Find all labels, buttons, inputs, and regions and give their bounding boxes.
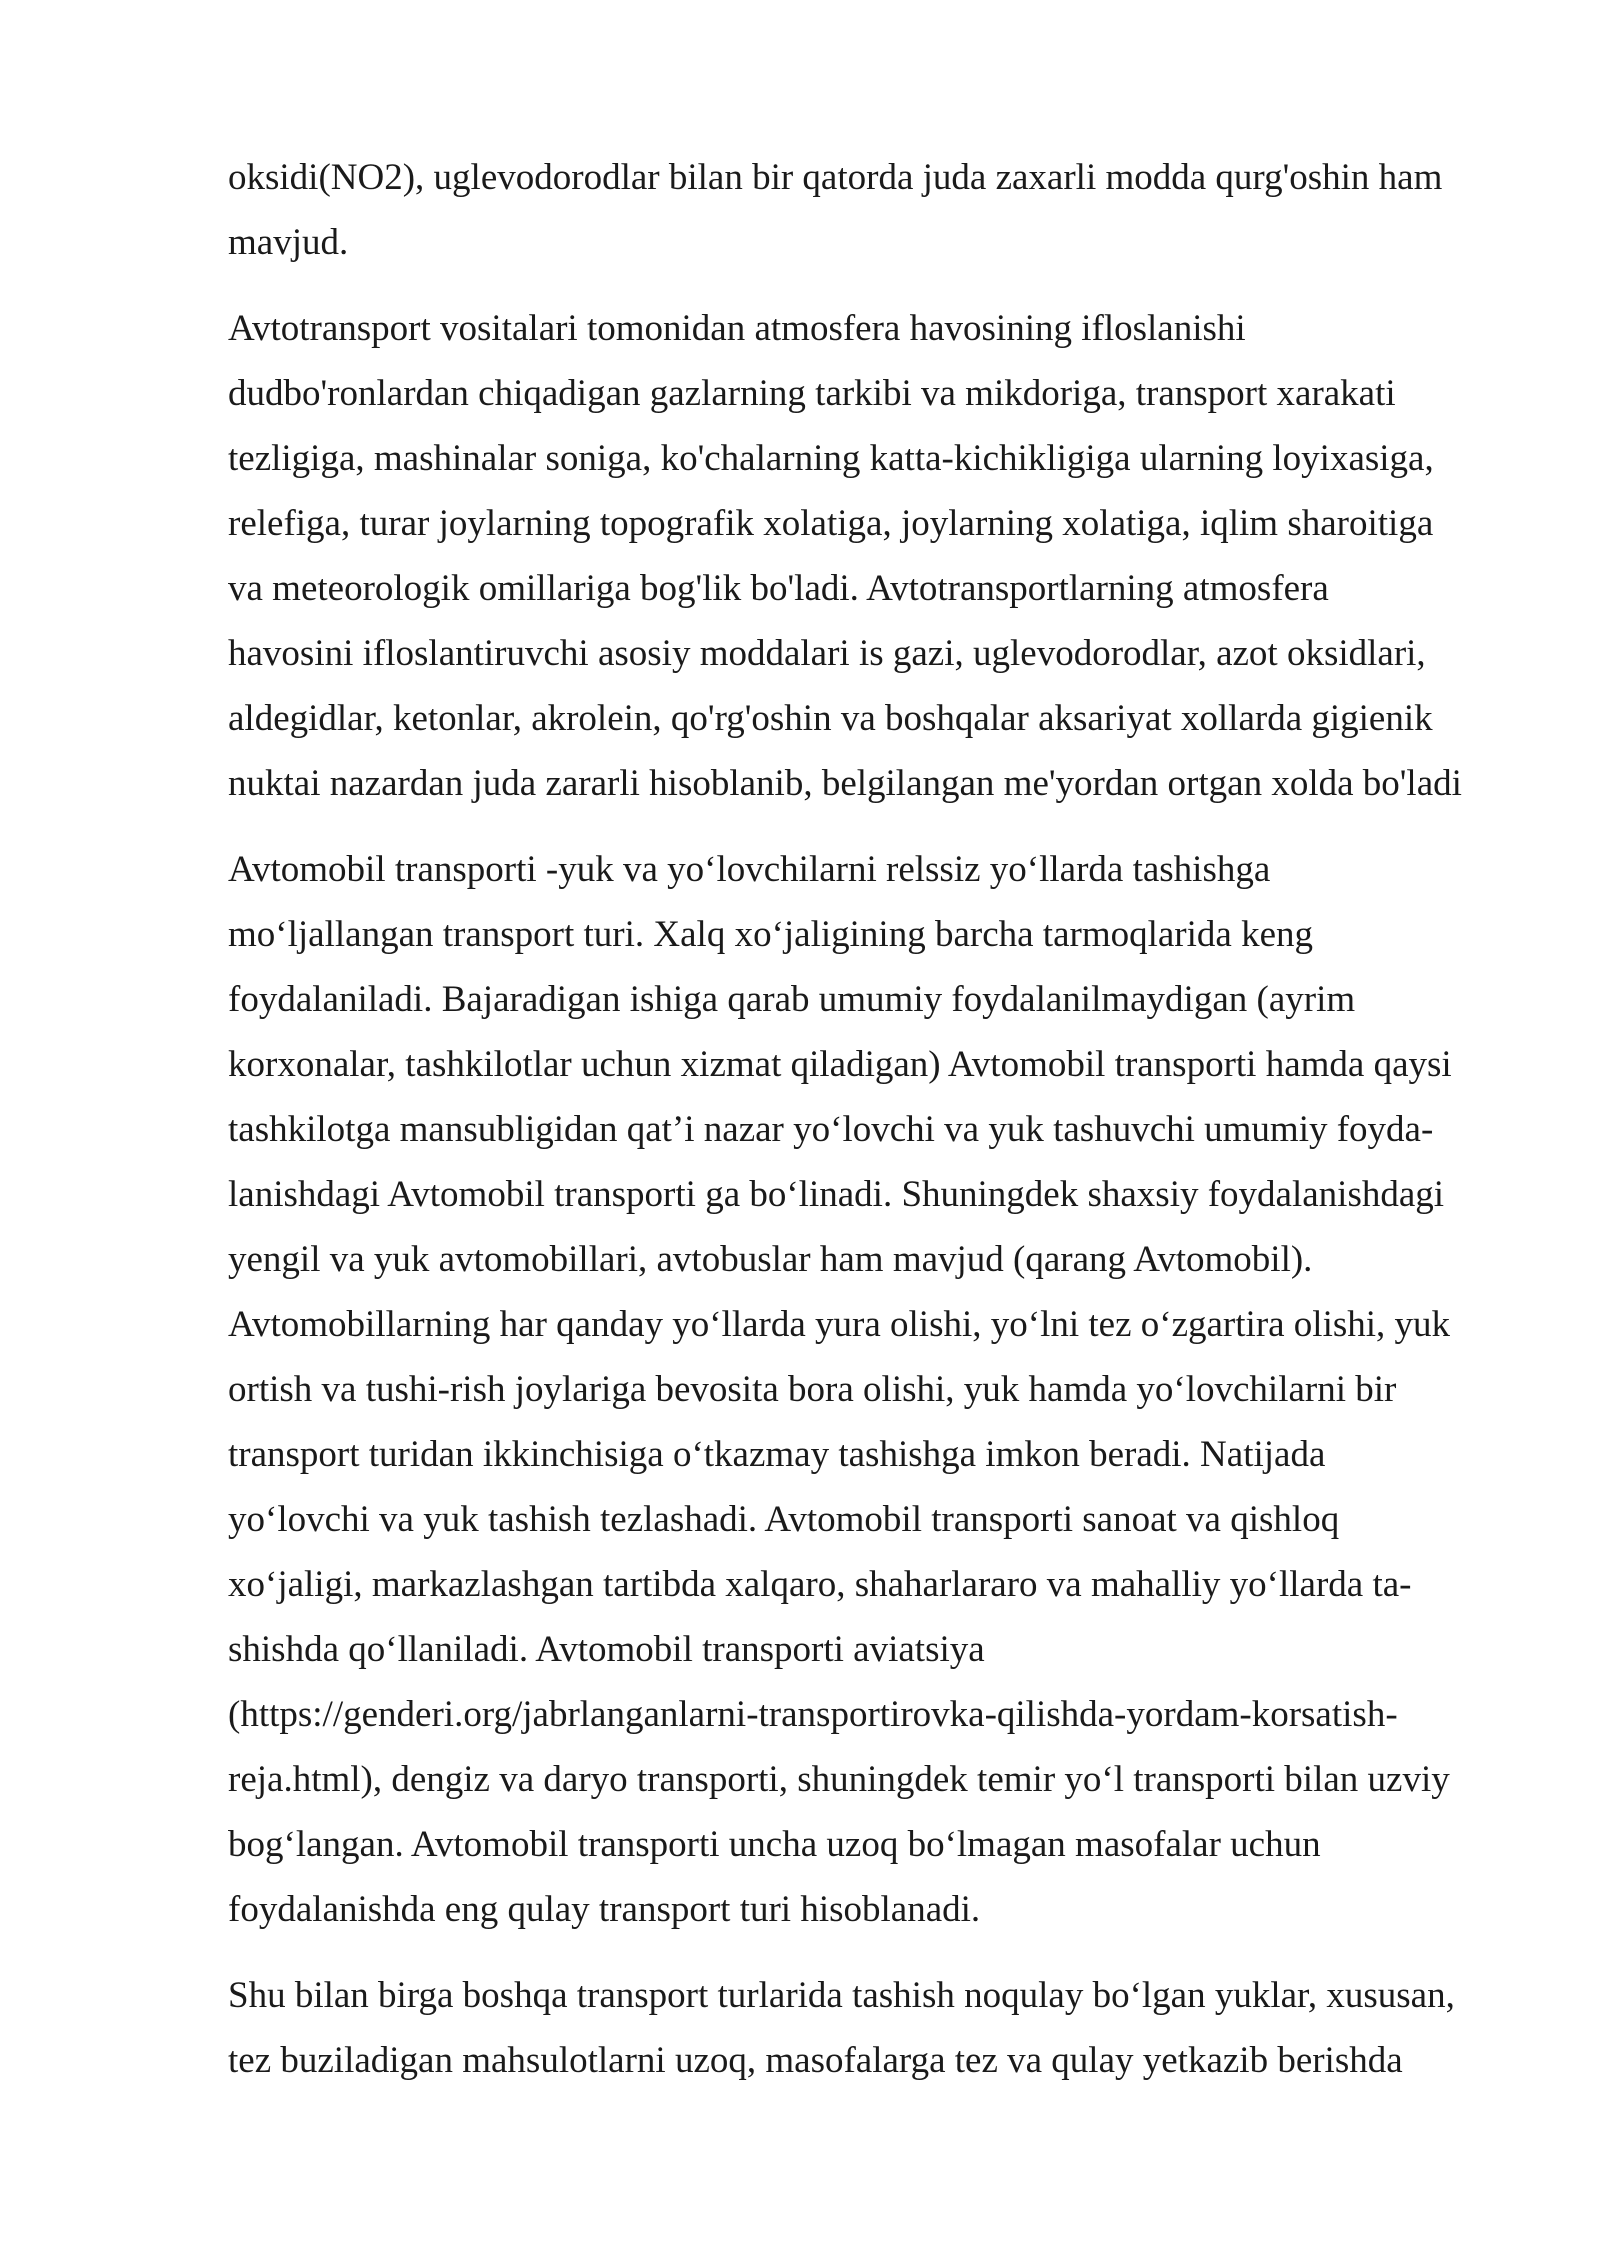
text-line: Shu bilan birga boshqa transport turlarida tashish noqulay bo‘lgan yuklar, xususan, — [228, 1975, 1455, 2016]
paragraph-1 — [228, 145, 1488, 275]
paragraph-4 — [228, 1963, 1488, 2093]
text-line: bog‘langan. Avtomobil transporti uncha uzoq bo‘lmagan masofalar uchun — [228, 1824, 1321, 1865]
text-line: Avtotransport vositalari tomonidan atmosfera havosining ifloslanishi — [228, 308, 1246, 349]
text-line: korxonalar, tashkilotlar uchun xizmat qiladigan) Avtomobil transporti hamda qaysi — [228, 1044, 1452, 1085]
text-line: relefiga, turar joylarning topografik xolatiga, joylarning xolatiga, iqlim sharoitiga — [228, 503, 1434, 544]
text-line: aldegidlar, ketonlar, akrolein, qo'rg'oshin va boshqalar aksariyat xollarda gigienik — [228, 698, 1433, 739]
text-line: xo‘jaligi, markazlashgan tartibda xalqaro, shaharlararo va mahalliy yo‘llarda ta- — [228, 1564, 1412, 1605]
text-line: foydalanishda eng qulay transport turi hisoblanadi. — [228, 1889, 981, 1930]
text-line: reja.html), dengiz va daryo transporti, shuningdek temir yo‘l transporti bilan uzviy — [228, 1759, 1450, 1800]
text-line: tezligiga, mashinalar soniga, ko'chalarning katta-kichikligiga ularning loyixasiga, — [228, 438, 1434, 479]
text-line: ortish va tushi-rish joylariga bevosita bora olishi, yuk hamda yo‘lovchilarni bir — [228, 1369, 1397, 1410]
paragraph-2 — [228, 296, 1488, 816]
text-line: tez buziladigan mahsulotlarni uzoq, masofalarga tez va qulay yetkazib berishda — [228, 2040, 1403, 2081]
text-line: transport turidan ikkinchisiga o‘tkazmay tashishga imkon beradi. Natijada — [228, 1434, 1326, 1475]
paragraph-3 — [228, 837, 1488, 1942]
text-line: shishda qo‘llaniladi. Avtomobil transporti aviatsiya — [228, 1629, 985, 1670]
text-line: havosini ifloslantiruvchi asosiy moddalari is gazi, uglevodorodlar, azot oksidlari, — [228, 633, 1426, 674]
text-line: mavjud. — [228, 222, 349, 263]
text-line: Avtomobil transporti -yuk va yo‘lovchilarni relssiz yo‘llarda tashishga — [228, 849, 1271, 890]
text-line: va meteorologik omillariga bog'lik bo'ladi. Avtotransportlarning atmosfera — [228, 568, 1329, 609]
text-line: (https://genderi.org/jabrlanganlarni-transportirovka-qilishda-yordam-korsatish- — [228, 1694, 1398, 1735]
text-line: tashkilotga mansubligidan qat’i nazar yo‘lovchi va yuk tashuvchi umumiy foyda- — [228, 1109, 1434, 1150]
text-line: foydalaniladi. Bajaradigan ishiga qarab umumiy foydalanilmaydigan (ayrim — [228, 979, 1356, 1020]
text-line: dudbo'ronlardan chiqadigan gazlarning tarkibi va mikdoriga, transport xarakati — [228, 373, 1396, 414]
text-line: nuktai nazardan juda zararli hisoblanib, belgilangan me'yordan ortgan xolda bo'ladi — [228, 763, 1462, 804]
text-line: lanishdagi Avtomobil transporti ga bo‘linadi. Shuningdek shaxsiy foydalanishdagi — [228, 1174, 1445, 1215]
text-line: oksidi(NO2), uglevodorodlar bilan bir qatorda juda zaxarli modda qurg'oshin ham — [228, 157, 1443, 198]
text-line: yengil va yuk avtomobillari, avtobuslar ham mavjud (qarang Avtomobil). — [228, 1239, 1313, 1280]
text-line: Avtomobillarning har qanday yo‘llarda yura olishi, yo‘lni tez o‘zgartira olishi, yuk — [228, 1304, 1451, 1345]
text-line: mo‘ljallangan transport turi. Xalq xo‘jaligining barcha tarmoqlarida keng — [228, 914, 1313, 955]
document-body — [228, 145, 1488, 2093]
text-line: yo‘lovchi va yuk tashish tezlashadi. Avtomobil transporti sanoat va qishloq — [228, 1499, 1340, 1540]
